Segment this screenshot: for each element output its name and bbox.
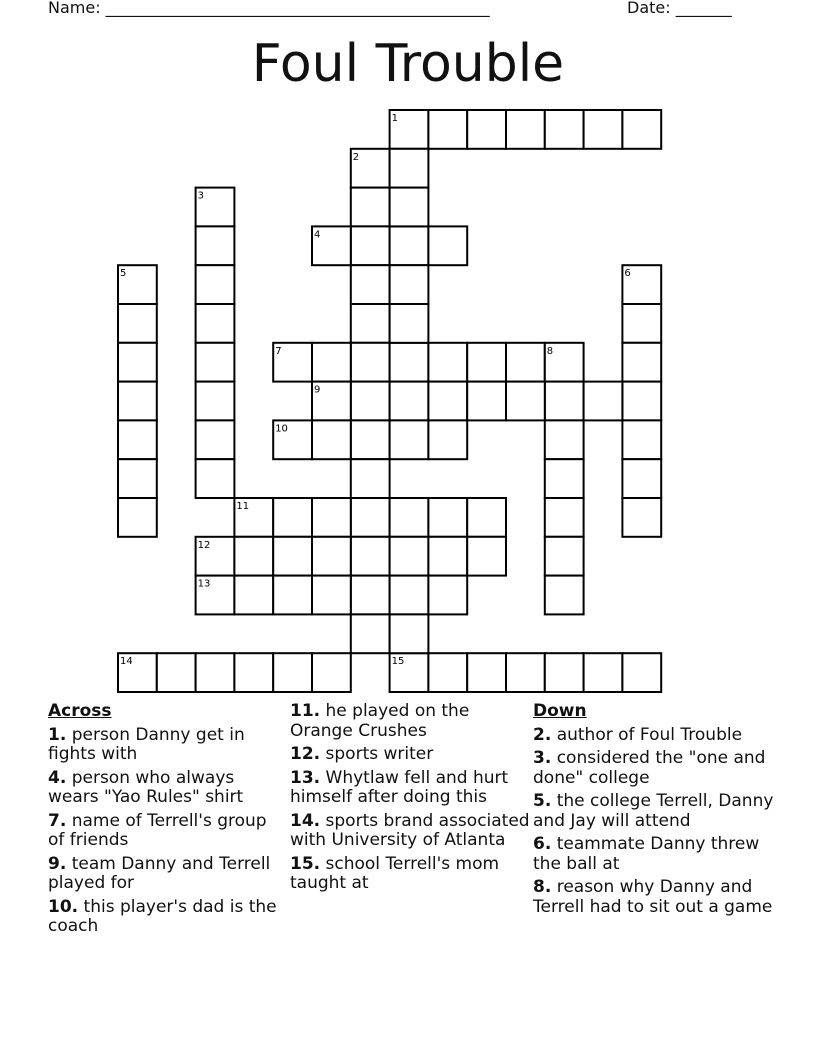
grid-cell[interactable]: [351, 420, 390, 459]
grid-cell[interactable]: [545, 498, 584, 537]
grid-cell[interactable]: [390, 498, 429, 537]
clue-across-7: 7. name of Terrell's group of friends: [48, 810, 267, 850]
grid-cell[interactable]: [312, 576, 351, 615]
grid-cell[interactable]: [273, 498, 312, 537]
grid-cell[interactable]: [467, 537, 506, 576]
grid-cell[interactable]: [545, 653, 584, 692]
clue-number: 15: [391, 656, 405, 668]
grid-cell[interactable]: [467, 343, 506, 382]
grid-cell[interactable]: [351, 382, 390, 421]
grid-cell[interactable]: [506, 382, 545, 421]
grid-cell[interactable]: [545, 537, 584, 576]
grid-cell[interactable]: [196, 459, 235, 498]
grid-cell[interactable]: [428, 537, 467, 576]
grid-cell[interactable]: [118, 498, 157, 537]
grid-cell[interactable]: [622, 343, 661, 382]
grid-cell[interactable]: [390, 614, 429, 653]
grid-cell[interactable]: [351, 226, 390, 265]
grid-cell[interactable]: [467, 498, 506, 537]
grid-cell[interactable]: [584, 382, 623, 421]
grid-cell[interactable]: [390, 576, 429, 615]
grid-cell[interactable]: [428, 576, 467, 615]
down-heading: Down: [533, 701, 587, 721]
grid-cell[interactable]: [428, 498, 467, 537]
grid-cell[interactable]: [351, 537, 390, 576]
grid-cell[interactable]: [390, 149, 429, 188]
grid-cell[interactable]: [312, 498, 351, 537]
grid-cell[interactable]: [428, 343, 467, 382]
clue-across-9: 9. team Danny and Terrell played for: [48, 853, 271, 893]
grid-cell[interactable]: [118, 459, 157, 498]
grid-cell[interactable]: [351, 459, 390, 498]
clue-number: 3: [197, 190, 204, 202]
clue-down-6: 6. teammate Danny threw the ball at: [533, 834, 760, 874]
grid-cell[interactable]: [428, 420, 467, 459]
grid-cell[interactable]: [118, 343, 157, 382]
clue-down-3: 3. considered the "one and done" college: [533, 748, 766, 788]
grid-cell[interactable]: [118, 382, 157, 421]
grid-cell[interactable]: [428, 110, 467, 149]
grid-cell[interactable]: [196, 304, 235, 343]
grid-cell[interactable]: [467, 110, 506, 149]
grid-cell[interactable]: [273, 576, 312, 615]
grid-cell[interactable]: [351, 304, 390, 343]
across-clues-column: [48, 702, 283, 941]
clue-across-13: 13. Whytlaw fell and hurt himself after doing this: [290, 767, 509, 807]
grid-cell[interactable]: [622, 653, 661, 692]
grid-cell[interactable]: [351, 576, 390, 615]
grid-cell[interactable]: [390, 226, 429, 265]
clue-down-8: 8. reason why Danny and Terrell had to sit out a game: [533, 877, 773, 917]
grid-cell[interactable]: [390, 420, 429, 459]
clue-number: 6: [624, 268, 631, 280]
clue-down-5: 5. the college Terrell, Danny and Jay will attend: [533, 791, 774, 831]
across-heading: Across: [48, 701, 112, 721]
grid-cell[interactable]: [196, 343, 235, 382]
grid-cell[interactable]: [622, 420, 661, 459]
name-field[interactable]: Name: ________________________________________________: [48, 0, 490, 17]
across-clues-column-continued: [290, 702, 530, 898]
grid-cell[interactable]: [390, 304, 429, 343]
grid-cell[interactable]: [390, 188, 429, 227]
clue-across-1: 1. person Danny get in fights with: [48, 724, 245, 764]
grid-cell[interactable]: [545, 110, 584, 149]
clue-number: 7: [275, 345, 282, 357]
grid-cell[interactable]: [622, 382, 661, 421]
grid-cell[interactable]: [273, 653, 312, 692]
grid-cell[interactable]: [351, 188, 390, 227]
page-title: Foul Trouble: [251, 34, 565, 94]
grid-cell[interactable]: [312, 537, 351, 576]
grid-cell[interactable]: [428, 653, 467, 692]
grid-cell[interactable]: [390, 382, 429, 421]
grid-cell[interactable]: [312, 343, 351, 382]
grid-cell[interactable]: [622, 498, 661, 537]
clue-across-14: 14. sports brand associated with University of Atlanta: [290, 810, 530, 850]
clue-number: 4: [314, 229, 321, 241]
date-field[interactable]: Date: _______: [627, 0, 732, 17]
clue-number: 5: [120, 268, 127, 280]
grid-cell[interactable]: [312, 653, 351, 692]
grid-cell[interactable]: [622, 110, 661, 149]
grid-cell[interactable]: [545, 459, 584, 498]
clue-number: 13: [197, 578, 211, 590]
grid-cell[interactable]: [428, 226, 467, 265]
clue-number: 10: [275, 423, 288, 435]
grid-cell[interactable]: [196, 420, 235, 459]
clue-across-4: 4. person who always wears "Yao Rules" shirt: [48, 767, 244, 807]
grid-cell[interactable]: [545, 382, 584, 421]
clue-down-2: 2. author of Foul Trouble: [533, 724, 743, 745]
grid-cell[interactable]: [118, 420, 157, 459]
grid-cell[interactable]: [506, 653, 545, 692]
grid-cell[interactable]: [157, 653, 196, 692]
clue-number: 12: [197, 539, 211, 551]
grid-cell[interactable]: [118, 304, 157, 343]
grid-cell[interactable]: [545, 420, 584, 459]
grid-cell[interactable]: [196, 653, 235, 692]
grid-cell[interactable]: [584, 653, 623, 692]
clue-across-12: 12. sports writer: [290, 744, 434, 764]
grid-cell[interactable]: [273, 537, 312, 576]
grid-cell[interactable]: [351, 265, 390, 304]
grid-cell[interactable]: [312, 420, 351, 459]
clue-across-10: 10. this player's dad is the coach: [48, 896, 277, 936]
grid-cell[interactable]: [390, 343, 429, 382]
grid-cell[interactable]: [390, 265, 429, 304]
clue-number: 11: [236, 501, 250, 512]
grid-cell[interactable]: [545, 576, 584, 615]
grid-cell[interactable]: [428, 382, 467, 421]
grid-cell[interactable]: [196, 265, 235, 304]
grid-cell[interactable]: [622, 459, 661, 498]
grid-cell[interactable]: [196, 226, 235, 265]
down-clues-column: [533, 702, 778, 921]
grid-cell[interactable]: [196, 382, 235, 421]
grid-cell[interactable]: [351, 614, 390, 653]
clue-number: 2: [352, 151, 360, 163]
clue-number: 8: [546, 345, 554, 357]
clue-number: 14: [120, 656, 133, 668]
grid-cell[interactable]: [351, 343, 390, 382]
clue-across-15: 15. school Terrell's mom taught at: [290, 853, 500, 893]
grid-cell[interactable]: [622, 304, 661, 343]
grid-cell[interactable]: [467, 382, 506, 421]
grid-cell[interactable]: [390, 537, 429, 576]
grid-cell[interactable]: [351, 498, 390, 537]
clue-across-11: 11. he played on the Orange Crushes: [290, 701, 470, 741]
grid-cell[interactable]: [584, 110, 623, 149]
grid-cell[interactable]: [506, 343, 545, 382]
grid-cell[interactable]: [506, 110, 545, 149]
grid-cell[interactable]: [234, 537, 273, 576]
grid-cell[interactable]: [467, 653, 506, 692]
clue-number: 9: [314, 384, 321, 396]
grid-cell[interactable]: [234, 576, 273, 615]
clue-number: 1: [391, 113, 398, 124]
grid-cell[interactable]: [234, 653, 273, 692]
